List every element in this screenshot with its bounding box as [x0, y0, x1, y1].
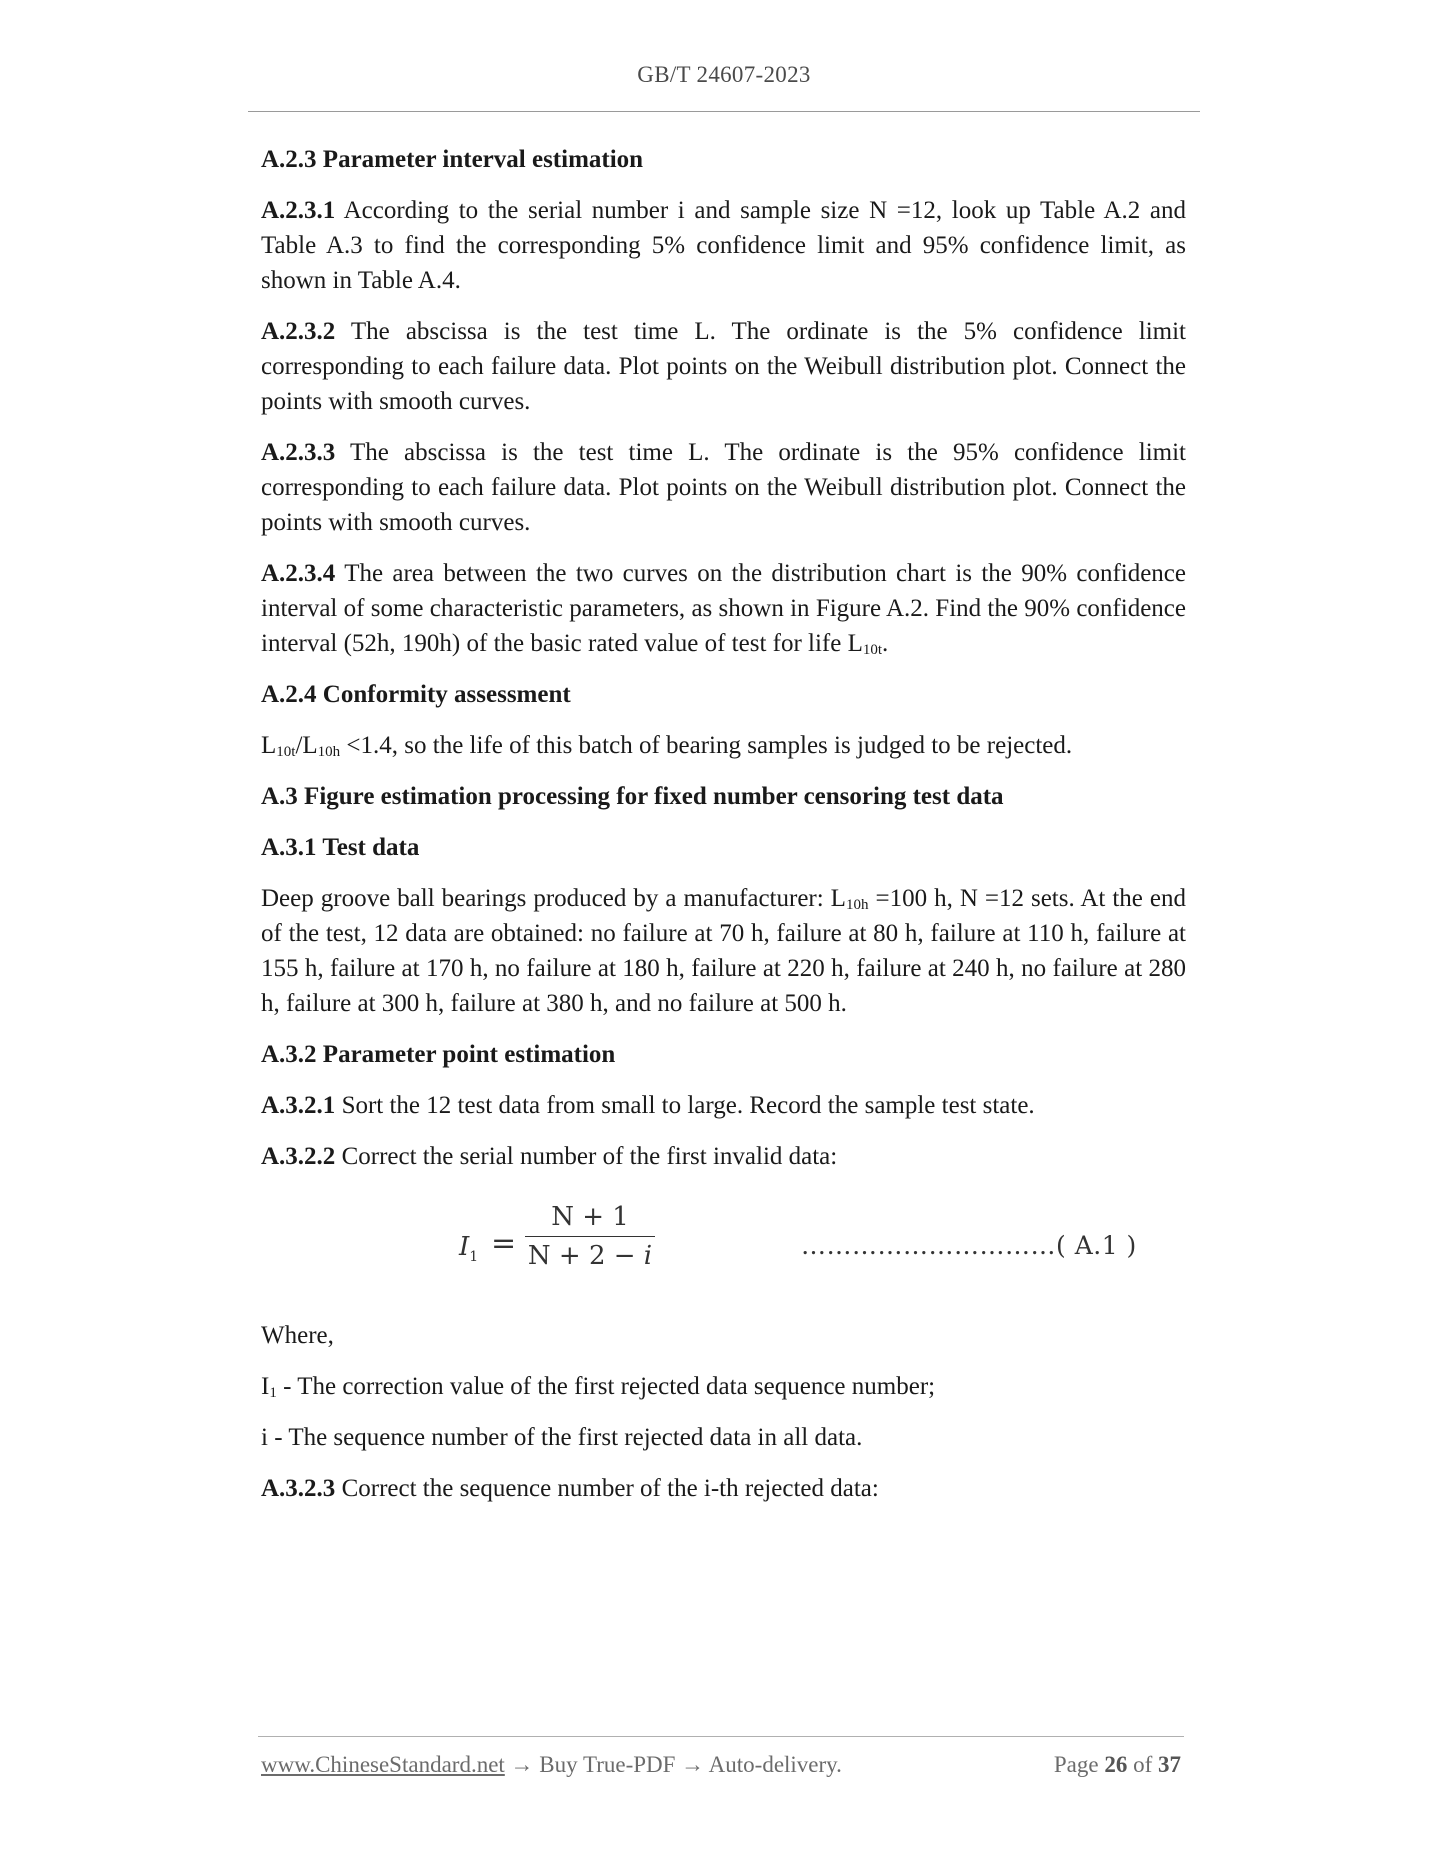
section-heading-a3: A.3 Figure estimation processing for fixed number censoring test data: [261, 783, 1004, 810]
paragraph-text-end: .: [882, 630, 889, 657]
page-indicator: [1054, 1752, 1181, 1778]
paragraph-i-definition: i - The sequence number of the first rejected data in all data.: [261, 1424, 863, 1451]
symbol-i: I: [261, 1373, 270, 1400]
subscript: 1: [269, 1385, 277, 1401]
subscript: 1: [469, 1249, 479, 1266]
paragraph-text: =100 h, N =12 sets. At the end of the test, 12 data are obtained: no failure at 70 h, failure at 80 h, failure at 110 h, failure at 155 h, failure at 170 h, no failure at 180 h, failure at 220 h, failure at 240 h, no failure at 280 h, failure at 300 h, failure at 380 h, and no failure at 500 h.: [261, 885, 1187, 1017]
clause-number: A.3.2.3: [261, 1475, 336, 1502]
paragraph-text: Correct the sequence number of the i-th rejected data:: [335, 1475, 879, 1502]
subscript: 10h: [845, 897, 869, 913]
paragraph-a2334: [261, 556, 1186, 661]
page-number: 26: [1104, 1752, 1128, 1777]
equation-number: …………………………( A.1 ): [801, 1231, 1137, 1260]
of-label: of: [1133, 1752, 1153, 1777]
paragraph-text: The abscissa is the test time L. The ordinate is the 95% confidence limit corresponding to each failure data. Plot points on the Weibull distribution plot. Connect the points with smooth curves.: [261, 439, 1186, 536]
paragraph-text: The area between the two curves on the distribution chart is the 90% confidence interval of some characteristic parameters, as shown in Figure A.2. Find the 90% confidence interval (52h, 190h) of the basic rated value of test for life L: [261, 560, 1186, 657]
subscript: 10t: [276, 744, 296, 760]
footer-promo-text: → Buy True-PDF → Auto-delivery.: [504, 1752, 842, 1777]
paragraph-a2332: [261, 314, 1186, 419]
clause-number: A.2.3.2: [261, 318, 336, 345]
paragraph-a2331: [261, 193, 1186, 298]
denominator-variable: i: [643, 1241, 653, 1271]
paragraph-text: - The correction value of the first rejected data sequence number;: [276, 1373, 936, 1400]
header-divider: [248, 111, 1200, 112]
paragraph-where: Where,: [261, 1322, 334, 1349]
paragraph-a2333: [261, 435, 1186, 540]
page-footer: [261, 1752, 1181, 1778]
website-link[interactable]: www.ChineseStandard.net: [261, 1752, 505, 1777]
clause-number: A.2.3.3: [261, 439, 336, 466]
paragraph-text: <1.4, so the life of this batch of bearing samples is judged to be rejected.: [340, 732, 1073, 759]
section-heading-a24: A.2.4 Conformity assessment: [261, 681, 571, 708]
paragraph-test-data: [261, 881, 1186, 1021]
formula-numerator: N + 1: [551, 1202, 629, 1232]
paragraph-text: Sort the 12 test data from small to large. Record the sample test state.: [335, 1092, 1035, 1119]
paragraph-text: Correct the serial number of the first invalid data:: [335, 1143, 838, 1170]
formula-denominator: [525, 1239, 655, 1273]
formula-symbol: I: [459, 1232, 470, 1262]
page-total: 37: [1158, 1752, 1181, 1777]
formula-lhs: [459, 1230, 478, 1275]
formula-a1: [261, 1190, 1186, 1300]
clause-number: A.2.3.4: [261, 560, 336, 587]
page-label: Page: [1053, 1752, 1099, 1777]
section-heading-a31: A.3.1 Test data: [261, 834, 420, 861]
denominator-text: N + 2 −: [527, 1241, 644, 1271]
document-header-title: GB/T 24607-2023: [637, 62, 811, 87]
footer-divider: [258, 1736, 1184, 1737]
fraction-bar: [525, 1236, 655, 1237]
paragraph-a3223: [261, 1471, 1186, 1506]
paragraph-text: Deep groove ball bearings produced by a manufacturer: L: [261, 885, 846, 912]
paragraph-conformity: [261, 728, 1186, 763]
symbol-l: L: [261, 732, 277, 759]
clause-number: A.2.3.1: [261, 197, 336, 224]
clause-number: A.3.2.2: [261, 1143, 336, 1170]
paragraph-i1-definition: [261, 1369, 1186, 1404]
paragraph-a3221: [261, 1088, 1186, 1123]
subscript: 10h: [317, 744, 341, 760]
formula-equals: =: [491, 1226, 517, 1261]
symbol-l: /L: [295, 732, 318, 759]
paragraph-a3222: [261, 1139, 1186, 1174]
paragraph-text: The abscissa is the test time L. The ordinate is the 5% confidence limit corresponding to each failure data. Plot points on the Weibull distribution plot. Connect the points with smooth curves.: [261, 318, 1186, 415]
page-content: [261, 142, 1186, 1522]
formula-fraction: [525, 1200, 655, 1273]
section-heading-a32: A.3.2 Parameter point estimation: [261, 1041, 616, 1068]
section-heading-a23: A.2.3 Parameter interval estimation: [261, 146, 644, 173]
paragraph-text: According to the serial number i and sample size N =12, look up Table A.2 and Table A.3 to find the corresponding 5% confidence limit and 95% confidence limit, as shown in Table A.4.: [261, 197, 1186, 294]
clause-number: A.3.2.1: [261, 1092, 336, 1119]
subscript: 10t: [862, 642, 883, 658]
